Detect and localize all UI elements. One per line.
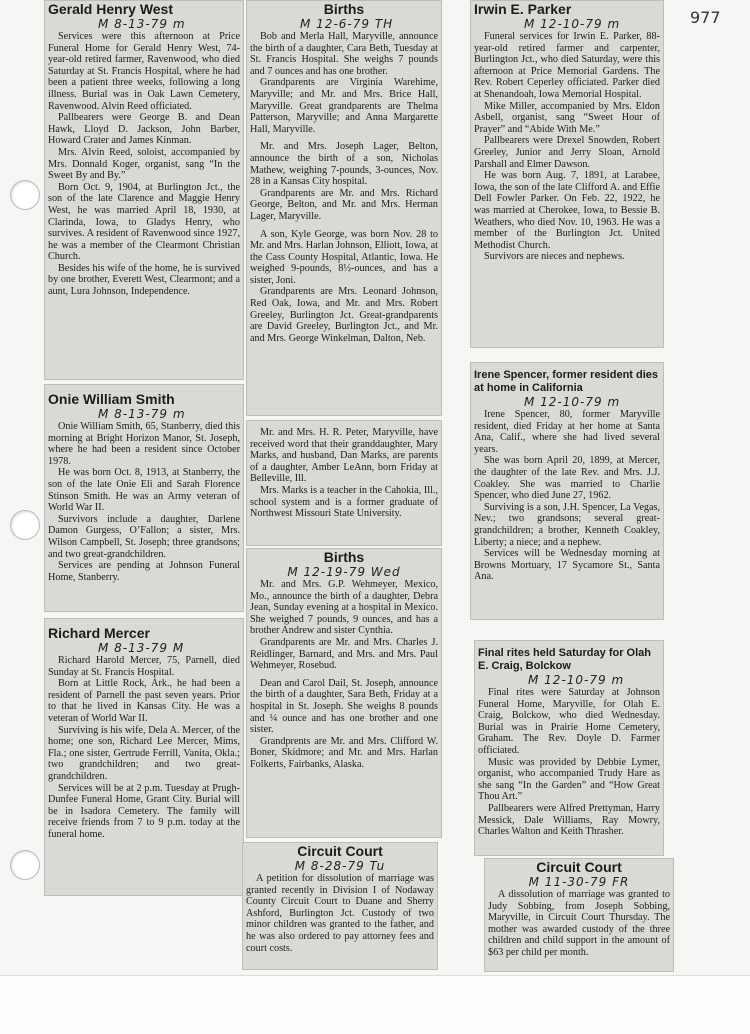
paragraph: Services are pending at Johnson Funeral Home, Stanberry.	[48, 560, 240, 583]
paragraph: Services will be Wednesday morning at Browns Mortuary, 17 Sycamore St., Santa Ana.	[474, 548, 660, 583]
paragraph: Born Oct. 9, 1904, at Burlington Jct., the son of the late Clarence and Maggie Henry West, he was married April 18, 1930, at Clarinda, Iowa, to Gladys Henry, who survives. A resident of Ravenwood since 1927, he was a member of the Clearmont Christian Church.	[48, 181, 240, 263]
paragraph: Pallbearers were Drexel Snowden, Robert Greeley, Junior and Jerry Sloan, Arnold Parshall and Elmer Dawson.	[474, 135, 660, 170]
headline: Final rites held Saturday for Olah E. Craig, Bolckow	[478, 647, 651, 672]
paragraph: Born at Little Rock, Ark., he had been a resident of Parnell the past seven years. Prior to that he lived in Kansas City. He was a veteran of World War II.	[48, 678, 240, 724]
clipping-craig	[474, 640, 664, 856]
paragraph: Grandparents are Mr. and Mrs. Charles J. Reidlinger, Barnard, and Mrs. and Mrs. Paul Wehmeyer, Rosebud.	[250, 636, 438, 672]
paragraph: Mr. and Mrs. H. R. Peter, Maryville, have received word that their granddaughter, Mary Marks, and husband, Dan Marks, are parents of a daughter, Amber LeAnn, born Friday at Belleville, Ill.	[250, 427, 438, 485]
paragraph: Besides his wife of the home, he is survived by one brother, Everett West, Clearmont; and a aunt, Lura Johnson, Independence.	[48, 262, 240, 298]
date-note: M 8-13-79 M	[98, 641, 185, 655]
paragraph: Mr. and Mrs. G.P. Wehmeyer, Mexico, Mo., announce the birth of a daughter, Debra Jean, Sunday evening at a hospital in Mexico. She weighed 7 pounds, 9 ounces, and has a brother Andrew and sister Cynthia.	[250, 579, 438, 637]
headline: Irwin E. Parker	[474, 1, 572, 17]
paragraph: Services were this afternoon at Price Funeral Home for Gerald Henry West, 74-year-old retired farmer, Ravenwood, who died Saturday at St. Francis Hospital, where he had been a patient three weeks, following a long illness. Burial was in Oak Lawn Cemetery, Ravenwood. Alvin Reed officiated.	[48, 31, 240, 112]
paragraph: Pallbearers were Alfred Prettyman, Harry Messick, Dale Williams, Ray Mowry, Charles Walton and Keith Thrasher.	[478, 802, 660, 838]
headline: Richard Mercer	[48, 625, 150, 641]
date-note: M 12-10-79 m	[528, 673, 625, 687]
paragraph: Grandparents are Mr. and Mrs. Richard George, Belton, and Mr. and Mrs. Herman Lager, Maryville.	[250, 187, 438, 222]
paragraph: Mrs. Marks is a teacher in the Cahokia, Ill., school system and is a former graduate of Northwest Missouri State University.	[250, 484, 438, 520]
paragraph: Survivors are nieces and nephews.	[484, 251, 625, 263]
paragraph: Final rites were Saturday at Johnson Funeral Home, Maryville, for Olah E. Craig, Bolckow, who died Wednesday. Burial was in Prairie Home Cemetery, Graham. The Rev. Doyle D. Farmer officiated.	[478, 687, 660, 756]
headline: Circuit Court	[297, 843, 383, 859]
paragraph: Mrs. Alvin Reed, soloist, accompanied by Mrs. Donnald Koger, organist, sang “In the Sweet By and By.”	[48, 146, 240, 182]
headline: Gerald Henry West	[48, 1, 174, 17]
paragraph: Onie William Smith, 65, Stanberry, died this morning at Bright Horizon Manor, St. Joseph, where he had been a resident since October 1978.	[48, 421, 240, 467]
date-note: M 8-13-79 m	[98, 17, 186, 31]
date-note: M 11-30-79 FR	[528, 875, 630, 889]
paragraph: Irene Spencer, 80, former Maryville resident, died Friday at her home at Santa Ana, Calif., where she had lived several years.	[474, 409, 660, 455]
clipping-spencer	[470, 362, 664, 620]
clipping-births-2	[246, 548, 442, 838]
clipping-births-1	[246, 0, 442, 416]
paragraph: She was born April 20, 1899, at Mercer, the daughter of the late Rev. and Mrs. J.J. Coakley. She was married to Charlie Spencer, who died June 27, 1962.	[474, 455, 660, 502]
paragraph: Survivors include a daughter, Darlene Damon Gurgess, O’Fallon; a sister, Mrs. Wilson Campbell, St. Joseph; three grandsons; and two great-grandchildren.	[48, 513, 240, 560]
page-margin	[0, 975, 750, 1034]
paragraph: Services will be at 2 p.m. Tuesday at Prugh-Dunfee Funeral Home, Grant City. Burial will be in Isadora Cemetery. The family will receive friends from 7 to 9 p.m. today at the funeral home.	[48, 782, 240, 840]
paragraph: Grandparents are Mrs. Leonard Johnson, Red Oak, Iowa, and Mr. and Mrs. Robert Greeley, Burlington Jct. Great-grandparents are David Greeley, Burlington Jct., and Mr. and Mrs. George Winkelman, Dalton, Neb.	[250, 286, 438, 344]
date-note: M 12-19-79 Wed	[287, 565, 401, 579]
paragraph: Mike Miller, accompanied by Mrs. Eldon Asbell, organist, sang “Sweet Hour of Prayer” and “Abide With Me.”	[474, 100, 660, 135]
paragraph: Grandparents are Virginia Warehime, Maryville; and Mr. and Mrs. Brice Hall, Maryville. Great grandparents are Thelma Patterson, Maryville; and Anna Margarette Hall, Maryville.	[250, 77, 438, 135]
binder-hole	[10, 850, 40, 880]
clipping-circuit-court-2	[484, 858, 674, 972]
paragraph: Mr. and Mrs. Joseph Lager, Belton, announce the birth of a son, Nicholas Mathew, weighing 7-pounds, 3-ounces, Nov. 28 in a Kansas City hospital.	[250, 141, 438, 188]
paragraph: He was born Aug. 7, 1891, at Larabee, Iowa, the son of the late Clifford A. and Effie Dell Fowler Parker. On Feb. 22, 1922, he was married at Cherokee, Iowa, to Bessie B. Weathers, who died Nov. 10, 1963. He was a member of the Burlington Jct. United Methodist Church.	[474, 170, 660, 251]
paragraph: Grandprents are Mr. and Mrs. Clifford W. Boner, Skidmore; and Mr. and Mrs. Harlan Folkerts, Fairbanks, Alaska.	[250, 735, 438, 770]
paragraph: Bob and Merla Hall, Maryville, announce the birth of a daughter, Cara Beth, Tuesday at St. Francis Hospital. She weighs 7 pounds and 7 ounces and has one brother.	[250, 31, 438, 77]
date-note: M 8-13-79 m	[98, 407, 186, 421]
clipping-circuit-court-1	[242, 842, 438, 970]
paragraph: Surviving is a son, J.H. Spencer, La Vegas, Nev.; two grandsons; several great-grandchildren; a brother, Kenneth Coakley, Liberty; a niece; and a nephew.	[474, 501, 660, 548]
paragraph: Pallbearers were George B. and Dean Hawk, Lloyd D. Jackson, John Barber, Howard Crater and James Kinman.	[48, 112, 240, 147]
date-note: M 8-28-79 Tu	[294, 859, 386, 873]
clipping-mercer	[44, 618, 244, 896]
paragraph: A son, Kyle George, was born Nov. 28 to Mr. and Mrs. Harlan Johnson, Elliott, Iowa, at the Cass County Hospital, Atlantic, Iowa. He weighed 9-pounds, 8½-ounces, and has a sister, Joni.	[250, 228, 438, 286]
headline: Births	[323, 549, 365, 565]
binder-hole	[10, 510, 40, 540]
clipping-parker	[470, 0, 664, 348]
paragraph: Music was provided by Debbie Lymer, organist, who accompanied Trudy Hare as she sang “In the Garden” and “How Great Thou Art.”	[478, 756, 660, 803]
date-note: M 12-6-79 TH	[300, 17, 394, 31]
date-note: M 12-10-79 m	[524, 17, 621, 31]
date-note: M 12-10-79 m	[524, 395, 621, 409]
page-number: 977	[690, 8, 721, 27]
clipping-peter	[246, 420, 442, 546]
paragraph: A dissolution of marriage was granted to Judy Sobbing, from Joseph Sobbing, Maryville, in Circuit Court Thursday. The mother was awarded custody of the three children and child support in the amount of $63 per child per month.	[488, 889, 670, 958]
binder-hole	[10, 180, 40, 210]
paragraph: A petition for dissolution of marriage was granted recently in Division I of Nodaway County Circuit Court to Duane and Sherry Ashford, Burlington Jct. Custody of two minor children was granted to the father, and he was also ordered to pay attorney fees and court costs.	[246, 873, 434, 954]
headline: Onie William Smith	[48, 391, 175, 407]
paragraph: Surviving is his wife, Dela A. Mercer, of the home; one son, Richard Lee Mercer, Mims, Fla.; one sister, Gertrude Ferrill, Vanita, Okla.; two grandchildren; and two great-grandchildren.	[48, 724, 240, 782]
paragraph: Richard Harold Mercer, 75, Parnell, died Sunday at St. Francis Hospital.	[48, 655, 240, 678]
paragraph: He was born Oct. 8, 1913, at Stanberry, the son of the late Onie Eli and Sarah Florence Stinson Smith. He was an Army veteran of World War II.	[48, 467, 240, 514]
paragraph: Funeral services for Irwin E. Parker, 88-year-old retired farmer and carpenter, Burlington Jct., who died Saturday, were this afternoon at Price Memorial Gardens. The Rev. Robert Ceperley officiated. Parker died at Shenandoah, Iowa Memorial Hospital.	[474, 31, 660, 100]
headline: Irene Spencer, former resident dies at home in California	[474, 369, 659, 394]
clipping-smith	[44, 384, 244, 612]
headline: Births	[323, 1, 365, 17]
paragraph: Dean and Carol Dail, St. Joseph, announce the birth of a daughter, Sara Beth, Friday at a hospital in St. Joseph. She weighs 8 pounds and ¼ ounce and has one brother and one sister.	[250, 677, 438, 736]
clipping-west	[44, 0, 244, 380]
headline: Circuit Court	[536, 859, 622, 875]
